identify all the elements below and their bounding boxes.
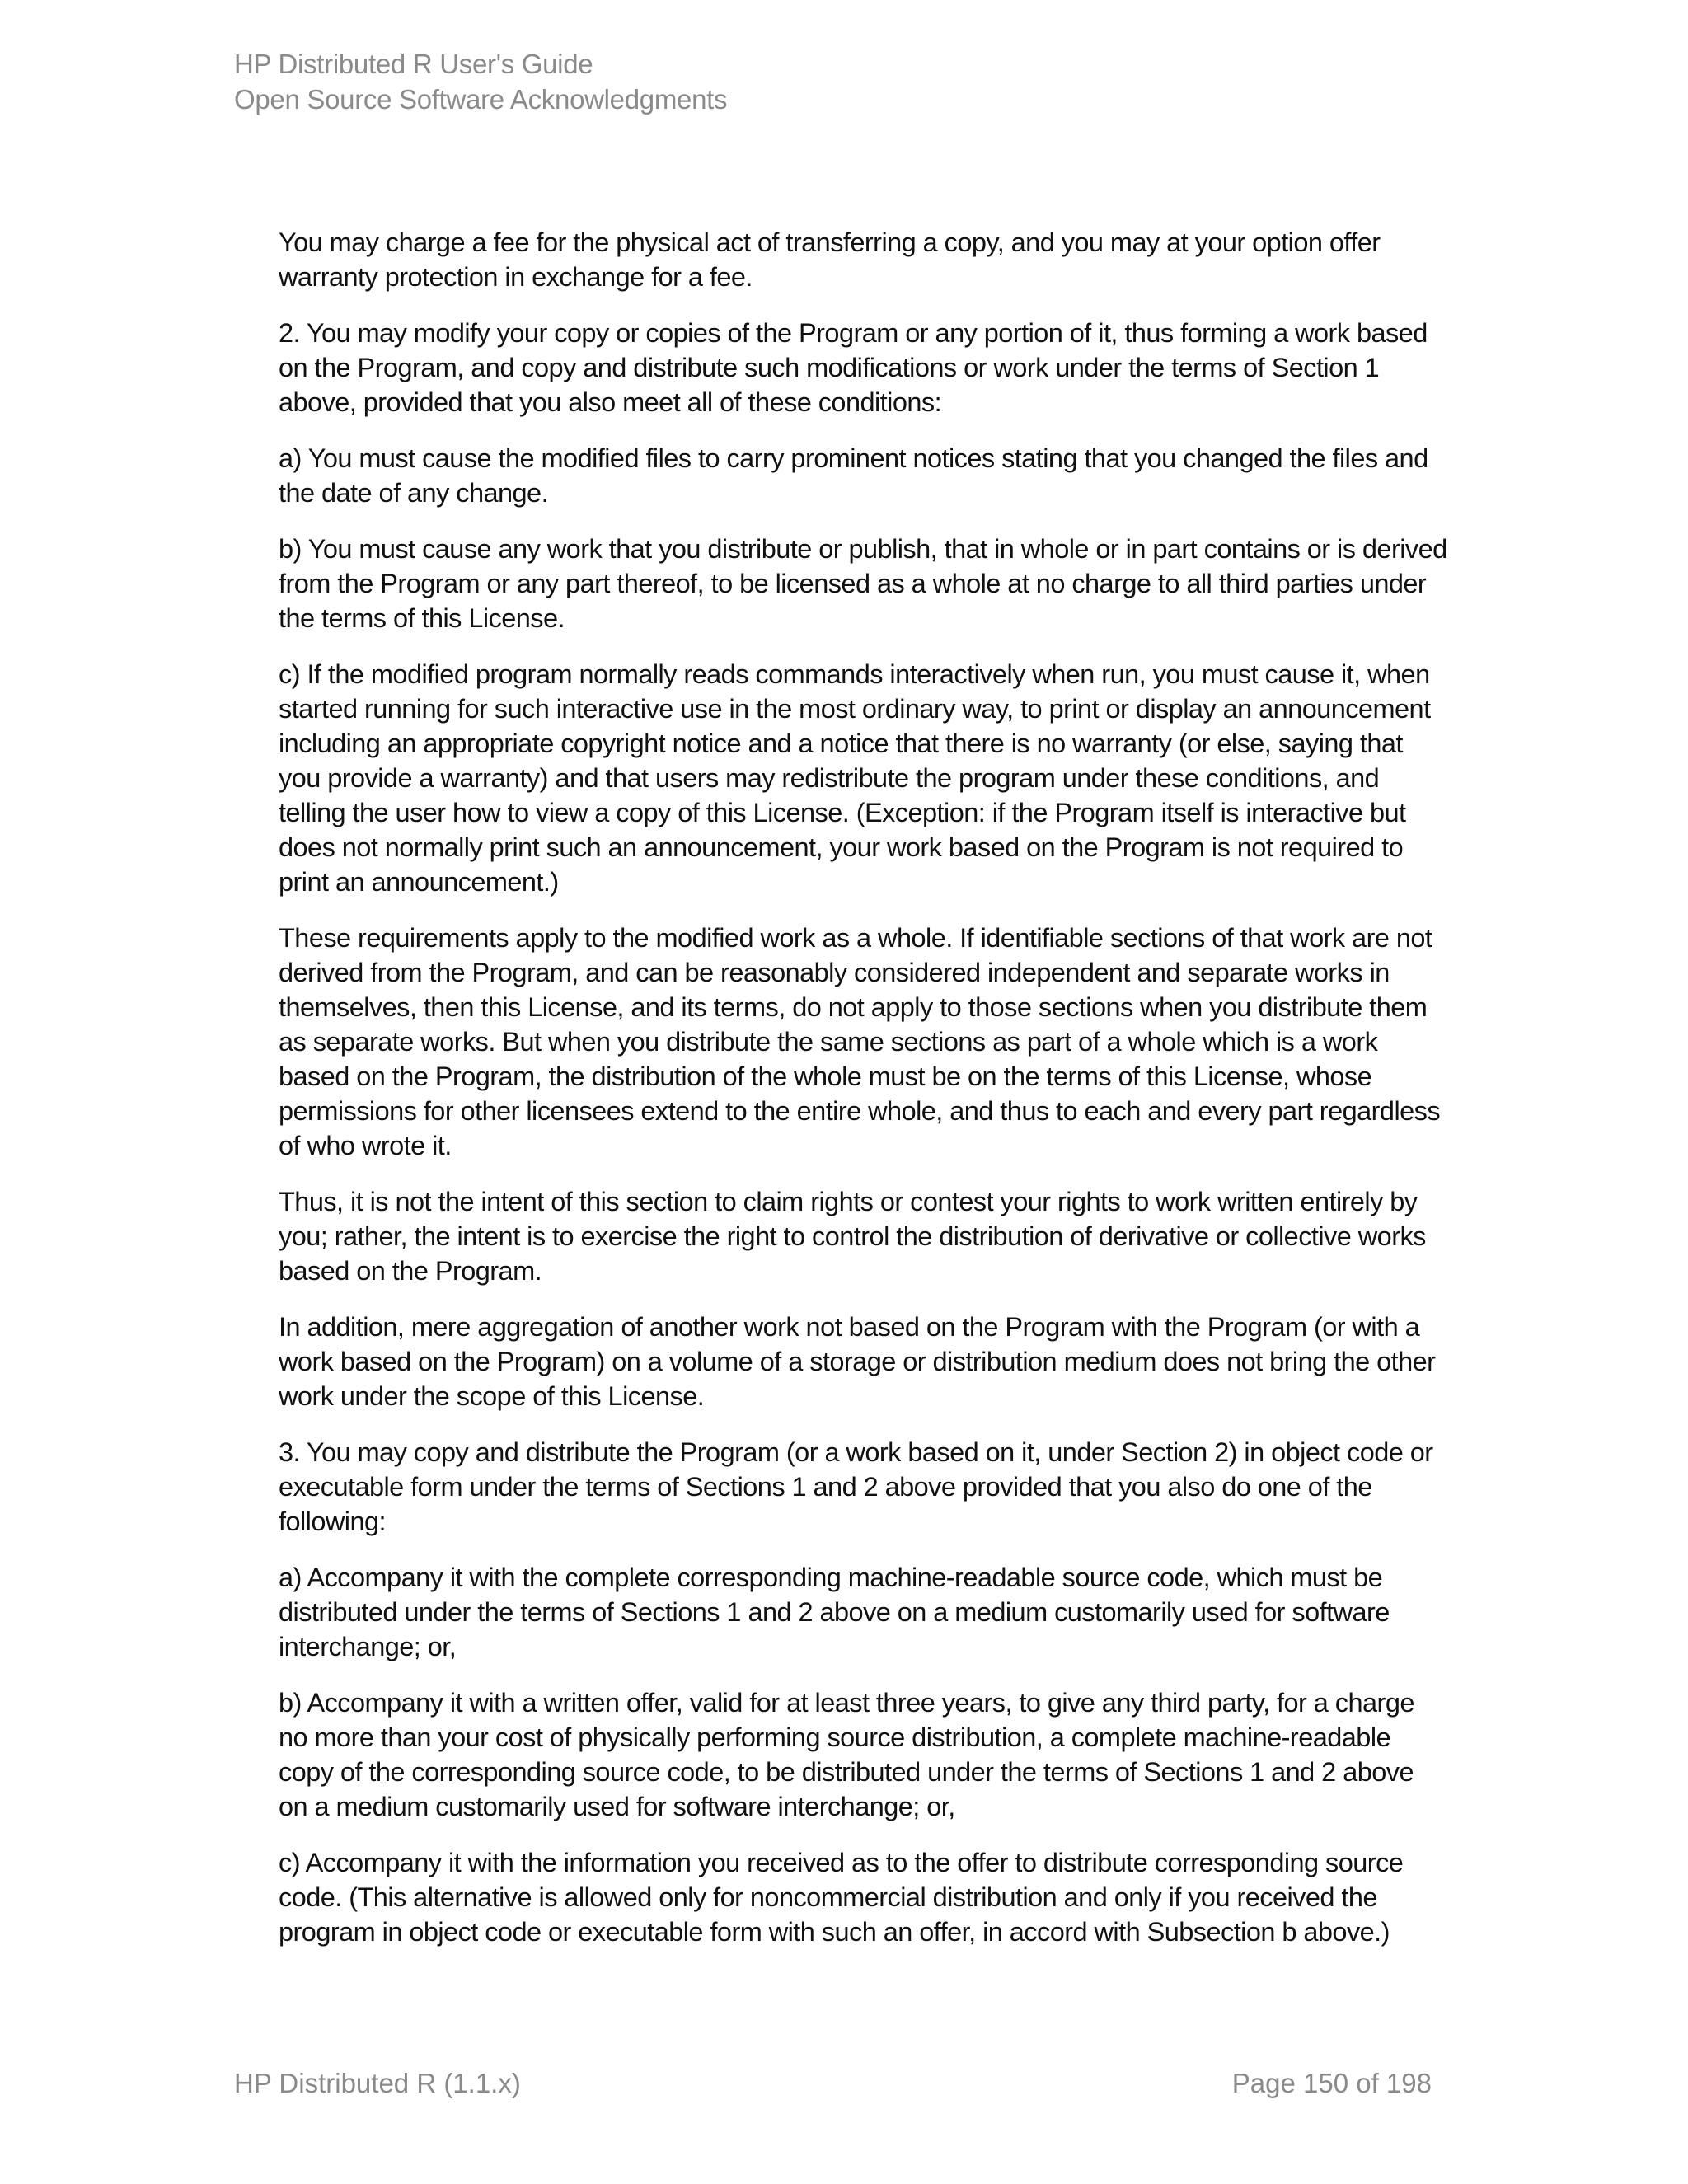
paragraph-condition-a: a) You must cause the modified files to carry prominent notices stating that you changed the files and the date of any change. [279,443,1428,508]
paragraph-aggregation: In addition, mere aggregation of another work not based on the Program with the Program (or with a work based on the Program) on a volume of a storage or distribution medium does not bring the other work under the scope of this License. [279,1312,1436,1411]
paragraph-condition-c: c) If the modified program normally reads commands interactively when run, you must cause it, when started running for such interactive use in the most ordinary way, to print or display an announcement including an appropriate copyright notice and a notice that there is no warranty (or else, saying that you provide a warranty) and that users may redistribute the program under these conditions, and telling the user how to view a copy of this License. (Exception: if the Program itself is interactive but does not normally print such an announcement, your work based on the Program is not required to print an announcement.) [279,659,1431,897]
paragraph-intent: Thus, it is not the intent of this section to claim rights or contest your rights to work written entirely by you; rather, the intent is to exercise the right to control the distribution of derivative or collective works based on the Program. [279,1187,1426,1286]
section-title: Open Source Software Acknowledgments [234,84,728,115]
paragraph-section-3: 3. You may copy and distribute the Program (or a work based on it, under Section 2) in object code or executable form under the terms of Sections 1 and 2 above provided that you also do one of the following: [279,1437,1433,1536]
paragraph-condition-b: b) You must cause any work that you distribute or publish, that in whole or in part contains or is derived from the Program or any part thereof, to be licensed as a whole at no charge to all third parties under the terms of this License. [279,534,1447,633]
running-header [234,46,727,117]
paragraph-option-a: a) Accompany it with the complete corresponding machine-readable source code, which must be distributed under the terms of Sections 1 and 2 above on a medium customarily used for software interchange; or, [279,1563,1390,1661]
paragraph-option-c: c) Accompany it with the information you received as to the offer to distribute corresponding source code. (This alternative is allowed only for noncommercial distribution and only if you received the program in object code or executable form with such an offer, in accord with Subsection b above.) [279,1848,1404,1947]
footer-product: HP Distributed R (1.1.x) [234,2068,521,2098]
paragraph-section-2: 2. You may modify your copy or copies of the Program or any portion of it, thus forming a work based on the Program, and copy and distribute such modifications or work under the terms of Section 1 above, provided that you also meet all of these conditions: [279,318,1428,417]
body-text [279,225,1447,1971]
footer-page-number: Page 150 of 198 [1231,2068,1432,2098]
paragraph-requirements: These requirements apply to the modified work as a whole. If identifiable sections of that work are not derived from the Program, and can be reasonably considered independent and separate works in themselves, then this License, and its terms, do not apply to those sections when you distribute them as separate works. But when you distribute the same sections as part of a whole which is a work based on the Program, the distribution of the whole must be on the terms of this License, whose permissions for other licensees extend to the entire whole, and thus to each and every part regardless of who wrote it. [279,923,1441,1160]
document-title: HP Distributed R User's Guide [234,49,593,79]
paragraph-transfer-fee: You may charge a fee for the physical act of transferring a copy, and you may at your option offer warranty protection in exchange for a fee. [279,227,1381,292]
paragraph-option-b: b) Accompany it with a written offer, valid for at least three years, to give any third party, for a charge no more than your cost of physically performing source distribution, a complete machine-readable copy of the corresponding source code, to be distributed under the terms of Sections 1 and 2 above on a medium customarily used for software interchange; or, [279,1688,1414,1821]
